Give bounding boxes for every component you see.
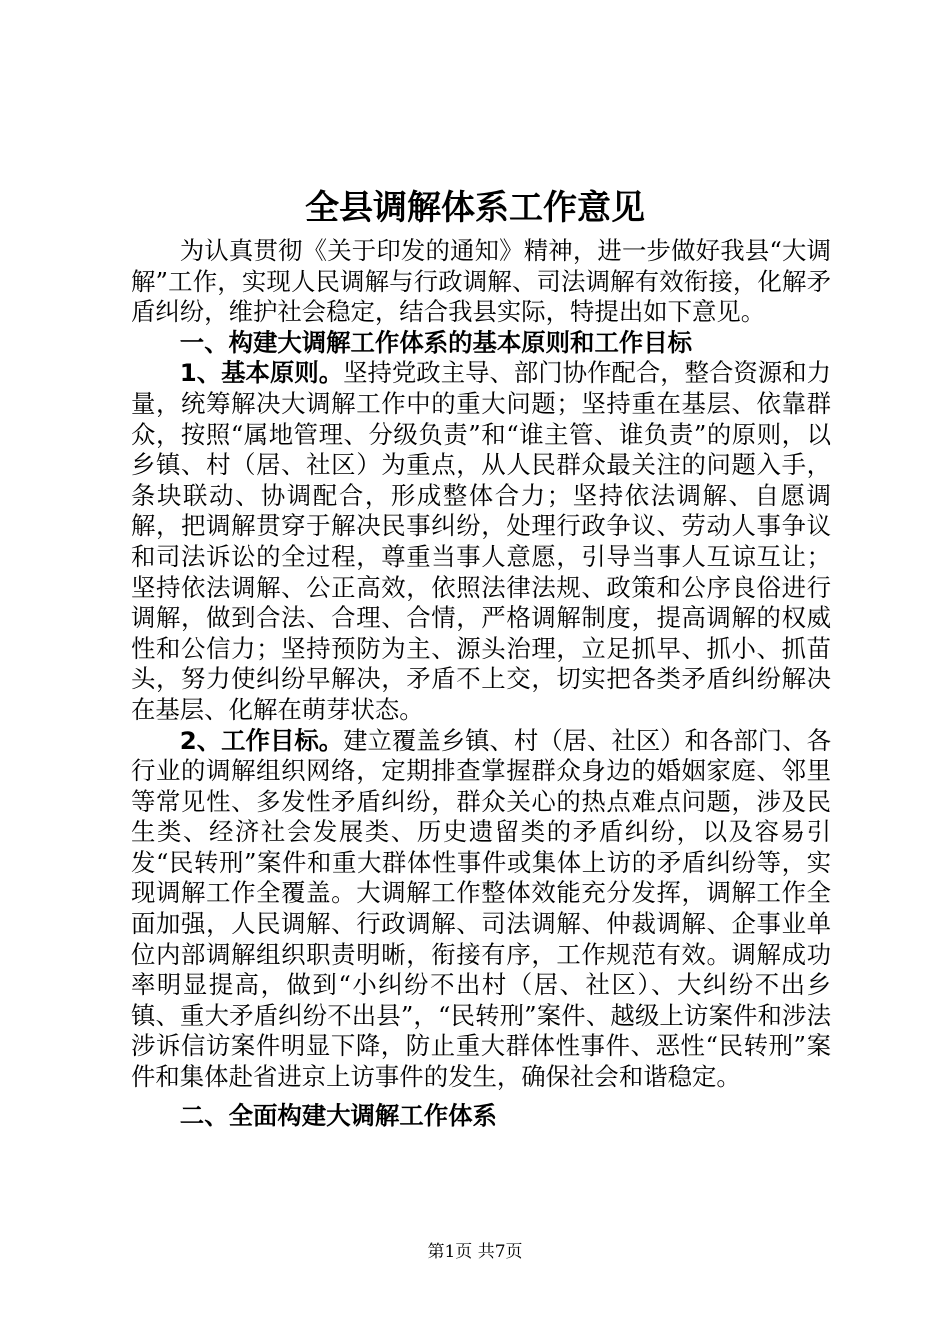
item-1-text: 坚持党政主导、部门协作配合，整合资源和力量，统筹解决大调解工作中的重大问题；坚持重在基层、依靠群众，按照“属地管理、分级负责”和“谁主管、谁负责”的原则，以乡镇、村（居、社区）为重点，从人民群众最关注的问题入手，条块联动、协调配合，形成整体合力；坚持依法调解、自愿调解，把调解贯穿于解决民事纠纷，处理行政争议、劳动人事争议和司法诉讼的全过程，尊重当事人意愿，引导当事人互谅互让；坚持依法调解、公正高效，依照法律法规、政策和公序良俗进行调解，做到合法、合理、合情，严格调解制度，提高调解的权威性和公信力；坚持预防为主、源头治理，立足抓早、抓小、抓苗头，努力使纠纷早解决，矛盾不上交，切实把各类矛盾纠纷解决在基层、化解在萌芽状态。	[131, 358, 831, 724]
section-1-heading: 一、构建大调解工作体系的基本原则和工作目标	[179, 327, 693, 357]
document-title: 全县调解体系工作意见	[305, 188, 645, 228]
item-2-text: 建立覆盖乡镇、村（居、社区）和各部门、各行业的调解组织网络，定期排查掌握群众身边的婚姻家庭、邻里等常见性、多发性矛盾纠纷，群众关心的热点难点问题，涉及民生类、经济社会发展类、历史遗留类的矛盾纠纷，以及容易引发“民转刑”案件和重大群体性事件或集体上访的矛盾纠纷等，实现调解工作全覆盖。大调解工作整体效能充分发挥，调解工作全面加强，人民调解、行政调解、司法调解、仲裁调解、企事业单位内部调解组织职责明晰，衔接有序，工作规范有效。调解成功率明显提高，做到“小纠纷不出村（居、社区）、大纠纷不出乡镇、重大矛盾纠纷不出县”，“民转刑”案件、越级上访案件和涉法涉诉信访案件明显下降，防止重大群体性事件、恶性“民转刑”案件和集体赴省进京上访事件的发生，确保社会和谐稳定。	[131, 725, 831, 1092]
item-2-lead: 2、工作目标。	[179, 725, 344, 755]
item-1-lead: 1、基本原则。	[179, 358, 344, 388]
page-number: 第1页 共7页	[427, 1242, 523, 1262]
intro-paragraph: 为认真贯彻《关于印发的通知》精神，进一步做好我县“大调解”工作，实现人民调解与行政调解、司法调解有效衔接，化解矛盾纠纷，维护社会稳定，结合我县实际，特提出如下意见。	[131, 236, 831, 327]
item-1-paragraph	[131, 358, 831, 725]
document-body	[131, 236, 831, 1131]
item-2-paragraph	[131, 726, 831, 1093]
section-2-heading: 二、全面构建大调解工作体系	[179, 1100, 497, 1130]
